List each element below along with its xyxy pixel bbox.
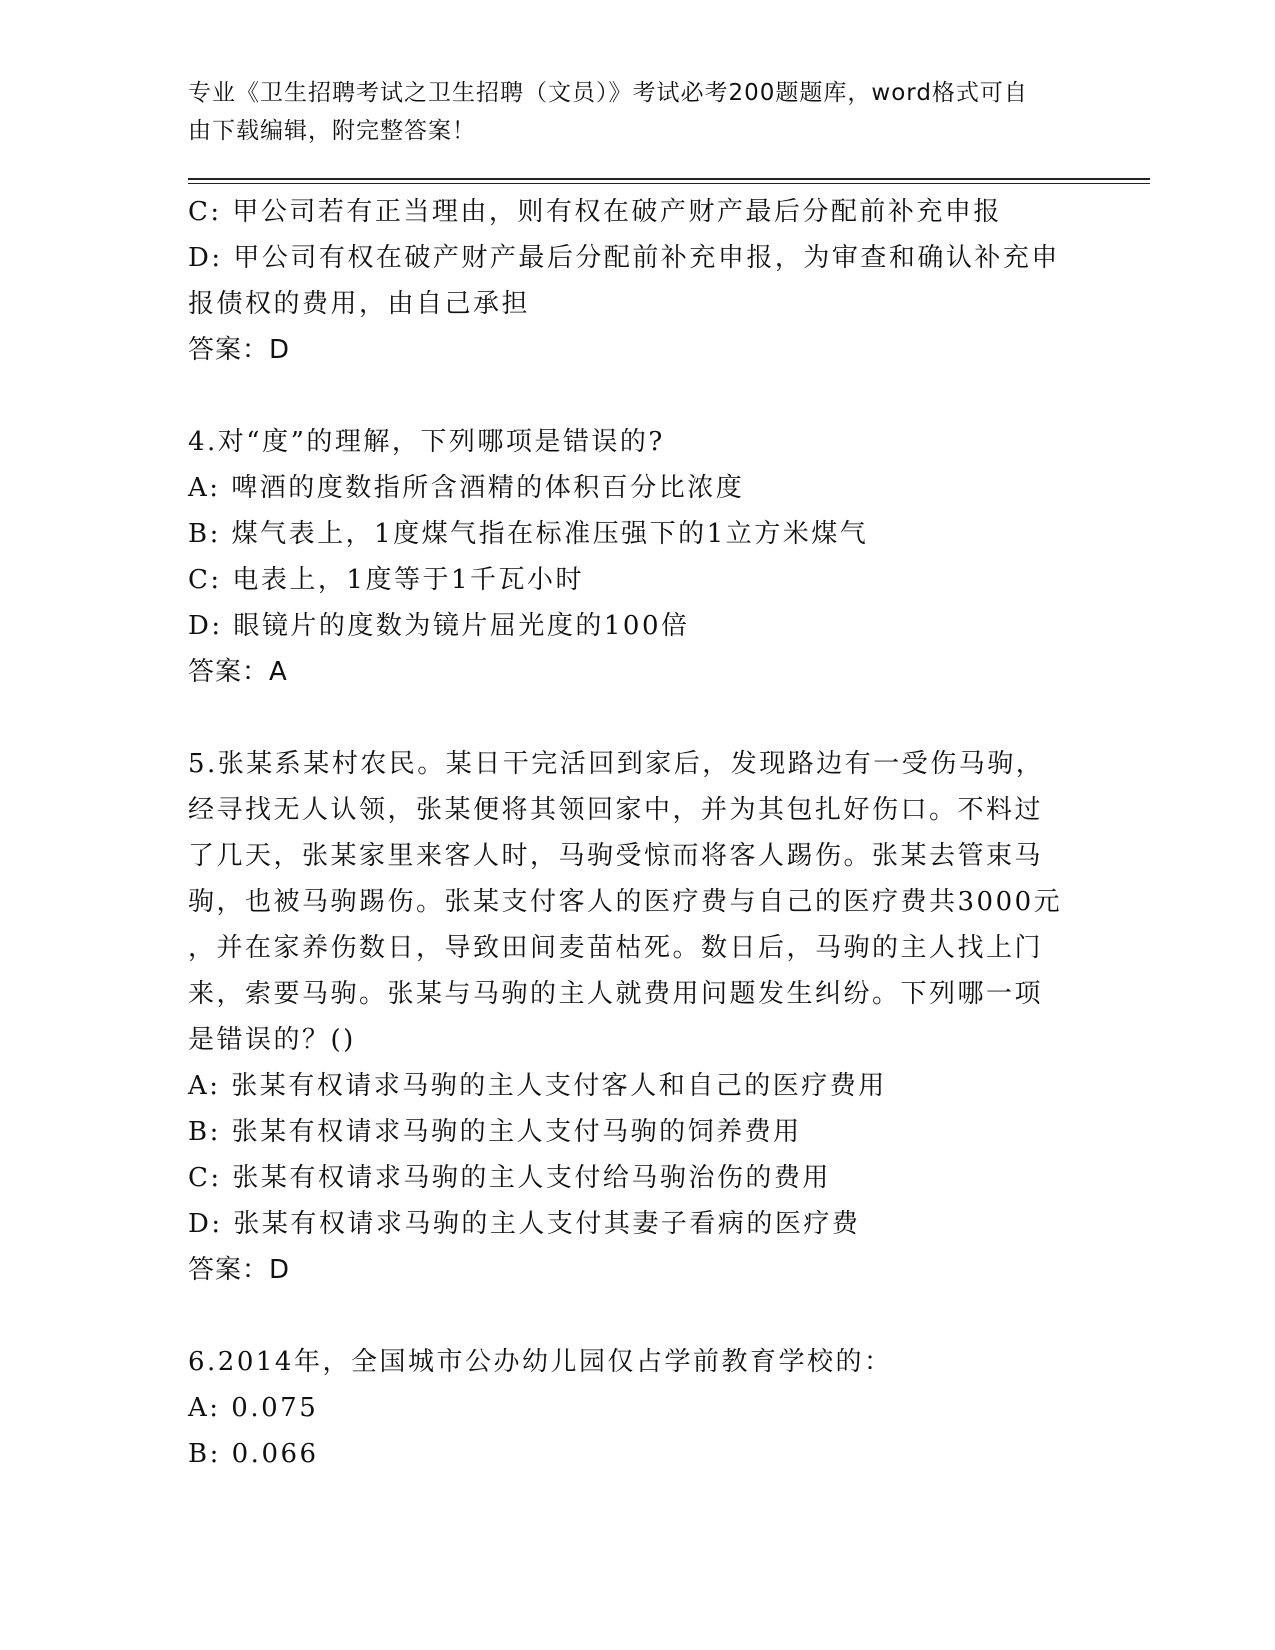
question-5-stem-line-3: 了几天，张某家里来客人时，马驹受惊而将客人踢伤。张某去管束马 bbox=[188, 841, 1044, 871]
question-5-option-b: B: 张某有权请求马驹的主人支付马驹的饲养费用 bbox=[188, 1117, 802, 1147]
header-title-line-2: 由下载编辑，附完整答案！ bbox=[188, 118, 476, 144]
question-3-answer: 答案：D bbox=[188, 335, 291, 365]
header-divider-thick bbox=[188, 178, 1150, 180]
spacer bbox=[188, 373, 1068, 419]
question-5-answer: 答案：D bbox=[188, 1255, 291, 1285]
question-5-stem-line-7: 是错误的？() bbox=[188, 1025, 356, 1055]
question-6-stem: 6.2014年，全国城市公办幼儿园仅占学前教育学校的： bbox=[188, 1347, 893, 1377]
document-header bbox=[188, 74, 1088, 150]
question-5-stem-line-5: ，并在家养伤数日，导致田间麦苗枯死。数日后，马驹的主人找上门 bbox=[188, 933, 1044, 963]
question-3-option-d-line-1: D: 甲公司有权在破产财产最后分配前补充申报，为审查和确认补充申 bbox=[188, 243, 1060, 273]
question-4-stem: 4.对“度”的理解，下列哪项是错误的? bbox=[188, 427, 665, 457]
header-title-line-1: 专业《卫生招聘考试之卫生招聘（文员）》考试必考200题题库，word格式可自 bbox=[188, 80, 1028, 106]
spacer bbox=[188, 695, 1068, 741]
question-4-option-a: A: 啤酒的度数指所含酒精的体积百分比浓度 bbox=[188, 473, 745, 503]
question-6-option-a: A: 0.075 bbox=[188, 1393, 319, 1423]
question-5-option-c: C: 张某有权请求马驹的主人支付给马驹治伤的费用 bbox=[188, 1163, 831, 1193]
question-3-option-d-line-2: 报债权的费用，由自己承担 bbox=[188, 289, 531, 319]
header-divider-thin bbox=[188, 183, 1150, 184]
spacer bbox=[188, 1293, 1068, 1339]
question-4-option-c: C: 电表上，1度等于1千瓦小时 bbox=[188, 565, 585, 595]
question-6-option-b: B: 0.066 bbox=[188, 1439, 319, 1469]
question-5 bbox=[188, 741, 1068, 1293]
question-5-stem-line-1: 5.张某系某村农民。某日干完活回到家后，发现路边有一受伤马驹， bbox=[188, 749, 1045, 779]
question-5-option-d: D: 张某有权请求马驹的主人支付其妻子看病的医疗费 bbox=[188, 1209, 861, 1239]
question-4-answer: 答案：A bbox=[188, 657, 288, 687]
question-content bbox=[188, 189, 1068, 1477]
question-3-option-c: C: 甲公司若有正当理由，则有权在破产财产最后分配前补充申报 bbox=[188, 197, 1002, 227]
question-5-stem-line-4: 驹，也被马驹踢伤。张某支付客人的医疗费与自己的医疗费共3000元 bbox=[188, 887, 1063, 917]
question-5-stem-line-2: 经寻找无人认领，张某便将其领回家中，并为其包扎好伤口。不料过 bbox=[188, 795, 1044, 825]
question-4-option-b: B: 煤气表上，1度煤气指在标准压强下的1立方米煤气 bbox=[188, 519, 869, 549]
question-5-stem-line-6: 来，索要马驹。张某与马驹的主人就费用问题发生纠纷。下列哪一项 bbox=[188, 979, 1044, 1009]
question-3 bbox=[188, 189, 1068, 373]
question-4 bbox=[188, 419, 1068, 695]
question-4-option-d: D: 眼镜片的度数为镜片屈光度的100倍 bbox=[188, 611, 690, 641]
question-5-option-a: A: 张某有权请求马驹的主人支付客人和自己的医疗费用 bbox=[188, 1071, 887, 1101]
question-6 bbox=[188, 1339, 1068, 1477]
